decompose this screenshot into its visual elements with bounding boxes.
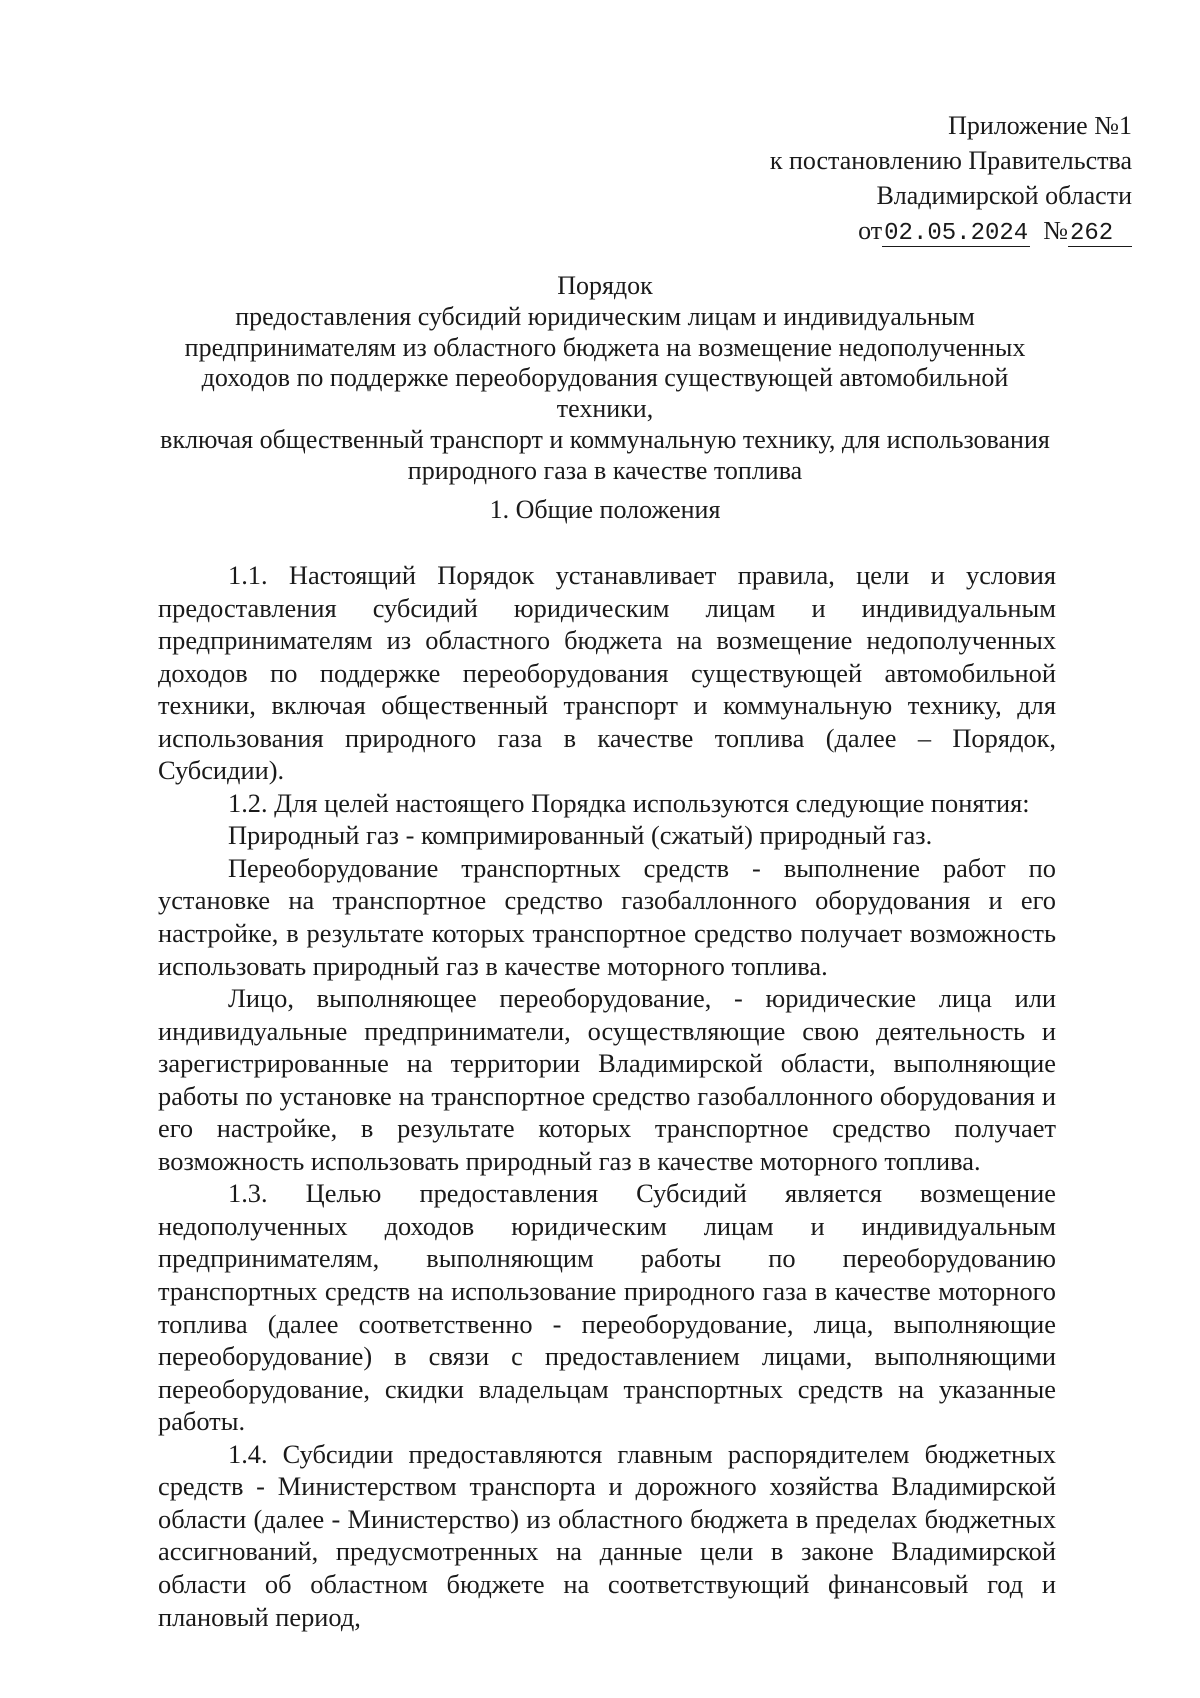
document-title — [160, 271, 1050, 487]
appendix-reference: к постановлению Правительства — [769, 146, 1132, 175]
title-line: природного газа в качестве топлива — [407, 455, 803, 485]
title-line: включая общественный транспорт и коммунальную технику, для использования — [160, 424, 1050, 454]
definition-natural-gas: Природный газ - компримированный (сжатый) природный газ. — [228, 820, 933, 851]
definition-converter: Лицо, выполняющее переоборудование, - юридические лица или индивидуальные предприниматели, осуществляющие свою деятельность и зарегистрированные на территории Владимирской области, выполняющие работы по установке на транспортное средство газобаллонного оборудования и его настройке, в результате которых транспортное средство получает возможность использовать природный газ в качестве моторного топлива. — [158, 983, 1056, 1176]
paragraph-1-2: 1.2. Для целей настоящего Порядка используются следующие понятия: — [228, 787, 1030, 818]
title-heading: Порядок — [557, 271, 653, 300]
paragraph-1-3: 1.3. Целью предоставления Субсидий является возмещение недополученных доходов юридическим лицам и индивидуальным предпринимателям, выполняющим работы по переоборудованию транспортных средств на использование природного газа в качестве моторного топлива (далее соответственно - переоборудование, лица, выполняющие переоборудование) в связи с предоставлением лицами, выполняющими переоборудование, скидки владельцам транспортных средств на указанные работы. — [158, 1178, 1056, 1437]
number-sign: № — [1043, 216, 1068, 245]
title-line: предпринимателям из областного бюджета на возмещение недополученных — [184, 332, 1026, 362]
definition-conversion: Переоборудование транспортных средств - выполнение работ по установке на транспортное средство газобаллонного оборудования и его настройке, в результате которых транспортное средство получает возможность использовать природный газ в качестве моторного топлива. — [158, 852, 1056, 981]
appendix-region: Владимирской области — [876, 181, 1132, 210]
paragraph-1-4: 1.4. Субсидии предоставляются главным распорядителем бюджетных средств - Министерством транспорта и дорожного хозяйства Владимирской области (далее - Министерство) из областного бюджета в пределах бюджетных ассигнований, предусмотренных на данные цели в законе Владимирской области об областном бюджете на соответствующий финансовый год и плановый период, — [158, 1438, 1056, 1632]
paragraph-1-1: 1.1. Настоящий Порядок устанавливает правила, цели и условия предоставления субсидий юридическим лицам и индивидуальным предпринимателям из областного бюджета на возмещение недополученных доходов по поддержке переоборудования существующей автомобильной техники, включая общественный транспорт и коммунальную технику, для использования природного газа в качестве топлива (далее – Порядок, Субсидии). — [158, 560, 1056, 786]
date-prefix: от — [858, 216, 883, 245]
appendix-header — [770, 108, 1132, 248]
document-body — [158, 559, 1056, 1633]
decree-date: 02.05.2024 — [884, 220, 1029, 247]
appendix-number: Приложение №1 — [948, 111, 1132, 140]
section-heading: 1. Общие положения — [489, 495, 721, 524]
decree-number: 262 — [1068, 222, 1132, 247]
appendix-date-line — [770, 213, 1132, 248]
title-line: предоставления субсидий юридическим лицам и индивидуальным — [235, 301, 975, 331]
title-line: доходов по поддержке переоборудования существующей автомобильной техники, — [201, 363, 1009, 424]
